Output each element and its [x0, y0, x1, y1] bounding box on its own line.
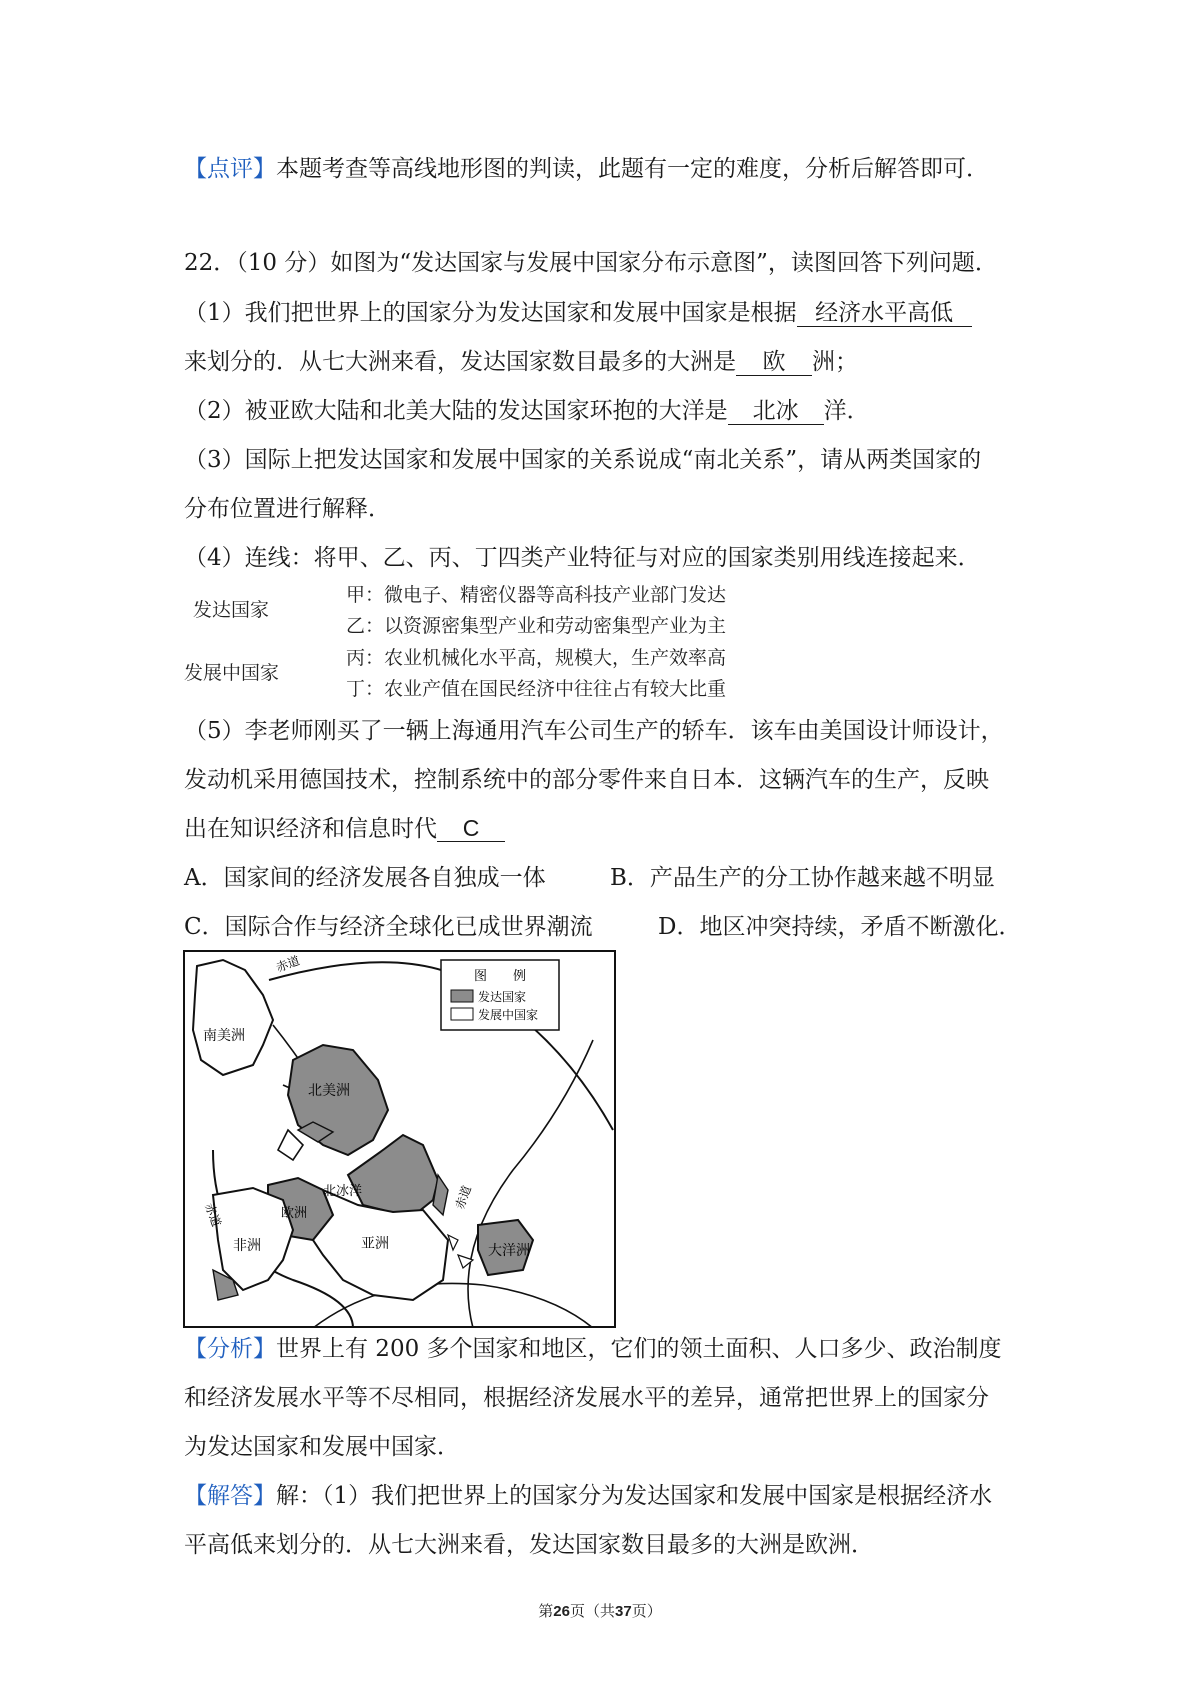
legend-developed-label: 发达国家 [478, 990, 527, 1004]
world-map-figure [183, 950, 616, 1328]
page-footer [0, 1600, 1200, 1621]
label-equator-left: 赤道 [202, 1201, 224, 1229]
connect-right-ding: 丁：农业产值在国民经济中往往占有较大比重 [346, 678, 727, 700]
label-equator-top: 赤道 [274, 953, 302, 975]
q2-pre: （2）被亚欧大陆和北美大陆的发达国家环抱的大洋是 [184, 398, 728, 424]
q3-line1: （3）国际上把发达国家和发展中国家的关系说成“南北关系”，请从两类国家的 [184, 447, 982, 473]
question-title: 22．（10 分）如图为“发达国家与发展中国家分布示意图”，读图回答下列问题． [184, 250, 998, 276]
q3-line2: 分布位置进行解释． [184, 496, 391, 522]
q1-answer-2: 欧 [736, 349, 812, 376]
analysis-line3: 为发达国家和发展中国家． [184, 1434, 460, 1460]
connect-right-jia: 甲：微电子、精密仪器等高科技产业部门发达 [346, 584, 727, 606]
q5-pre: 出在知识经济和信息时代 [184, 816, 437, 842]
q1-post: 洲； [812, 349, 858, 375]
q1-line1 [184, 298, 972, 328]
option-d: D．地区冲突持续，矛盾不断激化． [658, 914, 1022, 940]
answer-tag: 【解答】 [184, 1483, 276, 1509]
label-oceania: 大洋洲 [488, 1243, 530, 1259]
footer-suffix: 页） [631, 1602, 662, 1620]
q5-answer: C [437, 815, 505, 842]
analysis-line1 [184, 1334, 1002, 1364]
label-equator-right: 赤道 [452, 1183, 475, 1212]
q1-line2 [184, 347, 858, 377]
footer-mid: 页（共 [569, 1602, 615, 1620]
connect-right-bing: 丙：农业机械化水平高，规模大，生产效率高 [346, 647, 727, 669]
review-text: 本题考查等高线地形图的判读，此题有一定的难度，分析后解答即可． [276, 156, 989, 182]
analysis-line2: 和经济发展水平等不尽相同，根据经济发展水平的差异，通常把世界上的国家分 [184, 1385, 989, 1411]
q5-line1: （5）李老师刚买了一辆上海通用汽车公司生产的轿车．该车由美国设计师设计， [184, 718, 1004, 744]
analysis-text-1: 世界上有 200 多个国家和地区，它们的领土面积、人口多少、政治制度 [276, 1336, 1002, 1362]
label-asia: 亚洲 [361, 1236, 389, 1252]
footer-page-number: 26 [553, 1603, 570, 1620]
review-line [184, 154, 989, 184]
label-arctic: 北冰洋 [323, 1184, 363, 1199]
connect-left-developed: 发达国家 [193, 599, 270, 621]
q2-line [184, 396, 870, 426]
answer-text-1: 解：（1）我们把世界上的国家分为发达国家和发展中国家是根据经济水 [276, 1483, 993, 1509]
label-south-america: 南美洲 [203, 1028, 245, 1044]
legend-developed-swatch [451, 990, 473, 1002]
analysis-tag: 【分析】 [184, 1336, 276, 1362]
option-a: A．国家间的经济发展各自独成一体 [184, 865, 546, 891]
q5-line3 [184, 814, 505, 844]
review-tag: 【点评】 [184, 156, 276, 182]
legend-developing-label: 发展中国家 [478, 1008, 539, 1022]
option-c: C．国际合作与经济全球化已成世界潮流 [184, 914, 593, 940]
q2-post: 洋． [823, 398, 870, 424]
label-africa: 非洲 [233, 1238, 261, 1254]
q5-line2: 发动机采用德国技术，控制系统中的部分零件来自日本．这辆汽车的生产，反映 [184, 767, 989, 793]
q1-mid: 来划分的．从七大洲来看，发达国家数目最多的大洲是 [184, 349, 736, 375]
answer-line2: 平高低来划分的．从七大洲来看，发达国家数目最多的大洲是欧洲． [184, 1532, 874, 1558]
q2-answer: 北冰 [728, 398, 824, 425]
option-b: B．产品生产的分工协作越来越不明显 [610, 865, 995, 891]
footer-prefix: 第 [538, 1602, 554, 1620]
legend-developing-swatch [451, 1008, 473, 1020]
q1-pre: （1）我们把世界上的国家分为发达国家和发展中国家是根据 [184, 300, 797, 326]
q1-answer-1: 经济水平高低 [797, 300, 972, 327]
connect-left-developing: 发展中国家 [184, 662, 280, 684]
footer-total-pages: 37 [615, 1603, 632, 1620]
connect-right-yi: 乙：以资源密集型产业和劳动密集型产业为主 [346, 615, 727, 637]
q4-line: （4）连线：将甲、乙、丙、丁四类产业特征与对应的国家类别用线连接起来． [184, 545, 981, 571]
label-europe: 欧洲 [281, 1206, 308, 1221]
legend-title: 图 例 [473, 969, 527, 984]
answer-line1 [184, 1481, 992, 1511]
label-north-america: 北美洲 [308, 1083, 350, 1099]
